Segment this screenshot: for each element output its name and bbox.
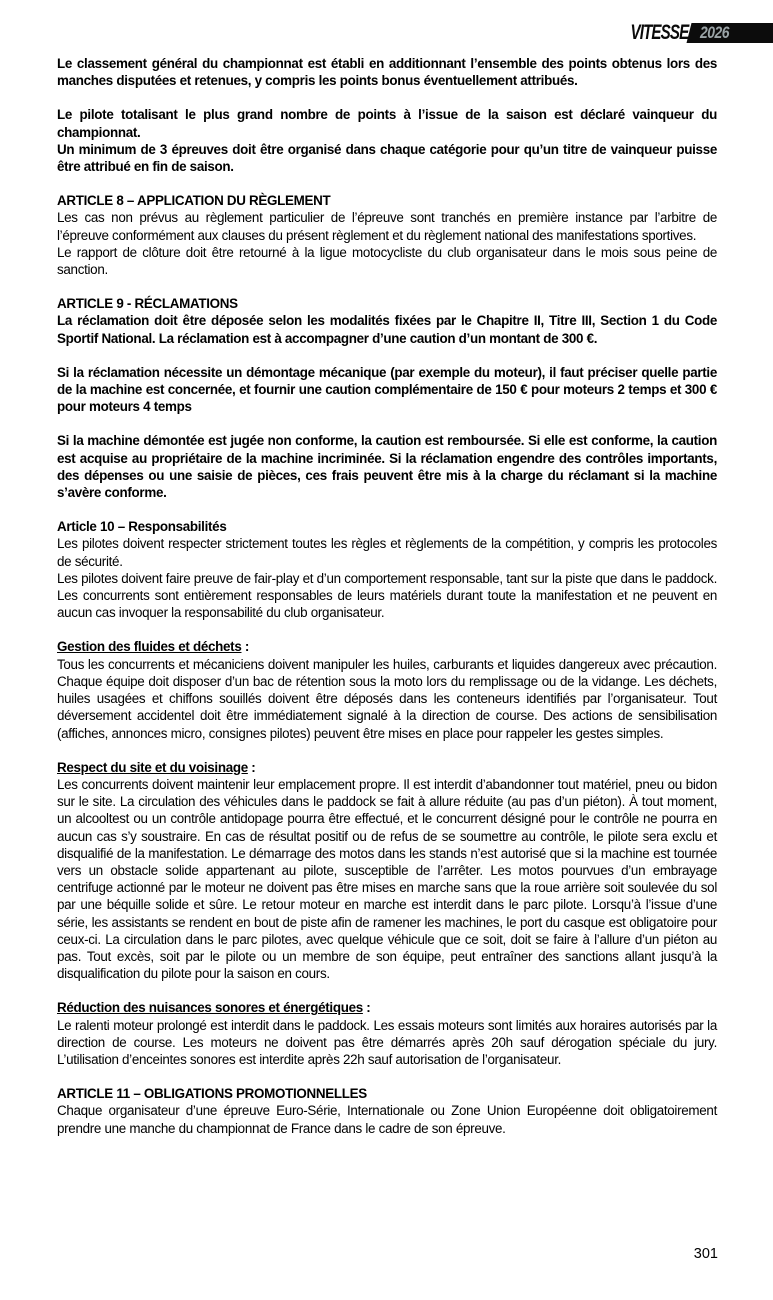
heading-article-10: Article 10 – Responsabilités <box>57 519 227 535</box>
heading-article-8: ARTICLE 8 – APPLICATION DU RÈGLEMENT <box>57 193 331 209</box>
section-article-11 <box>57 1085 717 1137</box>
respect-site-paragraph: Les concurrents doivent maintenir leur emplacement propre. Il est interdit d’abandonner tout matériel, pneu ou bidon sur le site. La circulation des véhicules dans le paddock se fait à allure réduite (au pas d’un piéton). À tout moment, un alcooltest ou un contrôle antidopage pourra être effectué, et le concurrent désigné pour le contrôle ne pourra en aucun cas s’y soustraire. En cas de résultat positif ou de refus de se soumettre au contrôle, le pilote sera exclu et disqualifié de la manifestation. Le démarrage des motos dans les stands n’est autorisé que si la machine est tournée vers un obstacle solide appartenant au pilote, susceptible de l’arrêter. Les motos pourvues d’un embrayage centrifuge actionné par le moteur ne doivent pas être mises en marche sans que la roue arrière soit soulevée du sol par une béquille solide et sûre. Le retour moteur en marche est interdit dans le parc pilote. Lorsqu’à l’issue d’une série, les assistants se rendent en bout de piste afin de ramener les machines, le port du casque est obligatoire pour ceux-ci. La circulation dans le parc pilotes, avec quelque véhicule que ce soit, doit se faire à l’allure d’un piéton au pas. Tout excès, soit par le pilote ou un membre de son équipe, peut entraîner des sanctions allant jusqu’à la disqualification du pilote pour la saison en cours. <box>57 776 717 982</box>
article-10-paragraph-2: Les pilotes doivent faire preuve de fair-play et d’un comportement responsable, tant sur la piste que dans le paddock. Les concurrents sont entièrement responsables de leurs matériels durant toute la manifestation et ne peuvent en aucun cas invoquer la responsabilité du club organisateur. <box>57 570 717 621</box>
article-9-paragraph-1: La réclamation doit être déposée selon les modalités fixées par le Chapitre II, Titre III, Section 1 du Code Sportif National. La réclamation est à accompagner d’une caution d’un montant de 300 €. <box>57 313 717 346</box>
paragraph-classement-general: Le classement général du championnat est établi en additionnant l’ensemble des points obtenus lors des manches disputées et retenues, y compris les points bonus éventuellement attribués. <box>57 56 717 89</box>
section-gestion-fluides <box>57 638 717 741</box>
vitesse-logo-year-bar <box>692 23 773 43</box>
article-8-paragraph-2: Le rapport de clôture doit être retourné à la ligue motocycliste du club organisateur dans le mois sous peine de sanction. <box>57 244 717 278</box>
heading-gestion-fluides <box>57 638 717 655</box>
paragraph-line: Le pilote totalisant le plus grand nombre de points à l’issue de la saison est déclaré vainqueur du championnat. <box>57 107 717 140</box>
vitesse-logo-wordmark: VITESSE <box>630 21 688 44</box>
heading-nuisances-sonores-label: Réduction des nuisances sonores et énergétiques <box>57 1000 363 1016</box>
section-article-9 <box>57 295 717 347</box>
paragraph-vainqueur-championnat <box>57 106 717 175</box>
section-respect-site <box>57 759 717 983</box>
article-9-paragraph-3: Si la machine démontée est jugée non conforme, la caution est remboursée. Si elle est conforme, la caution est acquise au propriétaire de la machine incriminée. Si la réclamation engendre des contrôles importants, des dépenses ou une saisie de pièces, ces frais peuvent être mis à la charge du réclamant si la machine s’avère conforme. <box>57 433 717 501</box>
heading-nuisances-sonores <box>57 999 717 1016</box>
article-10-paragraph-1: Les pilotes doivent respecter strictement toutes les règles et règlements de la compétition, y compris les protocoles de sécurité. <box>57 536 717 569</box>
section-article-10 <box>57 518 717 621</box>
document-content <box>57 55 717 1137</box>
article-9-paragraph-2: Si la réclamation nécessite un démontage mécanique (par exemple du moteur), il faut préciser quelle partie de la machine est concernée, et fournir une caution complémentaire de 150 € pour moteurs 2 temps et 300 € pour moteurs 4 temps <box>57 364 717 415</box>
paragraph-line: Un minimum de 3 épreuves doit être organisé dans chaque catégorie pour qu’un titre de vainqueur puisse être attribué en fin de saison. <box>57 141 717 175</box>
heading-respect-site <box>57 759 717 776</box>
heading-respect-site-label: Respect du site et du voisinage <box>57 759 248 775</box>
section-article-8 <box>57 192 717 278</box>
page-number: 301 <box>693 1246 718 1262</box>
heading-gestion-fluides-label: Gestion des fluides et déchets <box>57 639 242 655</box>
gestion-fluides-paragraph: Tous les concurrents et mécaniciens doivent manipuler les huiles, carburants et liquides dangereux avec précaution. Chaque équipe doit disposer d’un bac de rétention sous la moto lors du remplissage ou de la vidange. Les déchets, huiles usagées et chiffons souillés doivent être déposés dans les conteneurs identifiés par l’organisateur. Tout déversement accidentel doit être immédiatement signalé à la direction de course. Des actions de sensibilisation (affiches, annonces micro, consignes pilotes) peuvent être mises en place pour rappeler les gestes simples. <box>57 656 717 741</box>
heading-colon: : <box>362 1000 371 1016</box>
heading-article-11: ARTICLE 11 – OBLIGATIONS PROMOTIONNELLES <box>57 1086 367 1102</box>
vitesse-logo-year: 2026 <box>700 23 730 42</box>
page-header <box>0 23 773 43</box>
nuisances-sonores-paragraph: Le ralenti moteur prolongé est interdit dans le paddock. Les essais moteurs sont limités aux horaires autorisés par la direction de course. Les moteurs ne doivent pas être démarrés après 20h sauf dérogation spéciale du jury. L’utilisation d’enceintes sonores est interdite après 22h sauf autorisation de l’organisateur. <box>57 1017 717 1067</box>
section-nuisances-sonores <box>57 999 717 1068</box>
heading-article-9: ARTICLE 9 - RÉCLAMATIONS <box>57 296 238 312</box>
article-8-paragraph-1: Les cas non prévus au règlement particulier de l’épreuve sont tranchés en première instance par l’arbitre de l’épreuve conformément aux clauses du présent règlement et du règlement national des manifestations sportives. <box>57 210 717 243</box>
heading-colon: : <box>247 759 256 775</box>
article-11-paragraph: Chaque organisateur d’une épreuve Euro-Série, Internationale ou Zone Union Européenne doit obligatoirement prendre une manche du championnat de France dans le cadre de son épreuve. <box>57 1103 717 1136</box>
heading-colon: : <box>241 639 250 655</box>
